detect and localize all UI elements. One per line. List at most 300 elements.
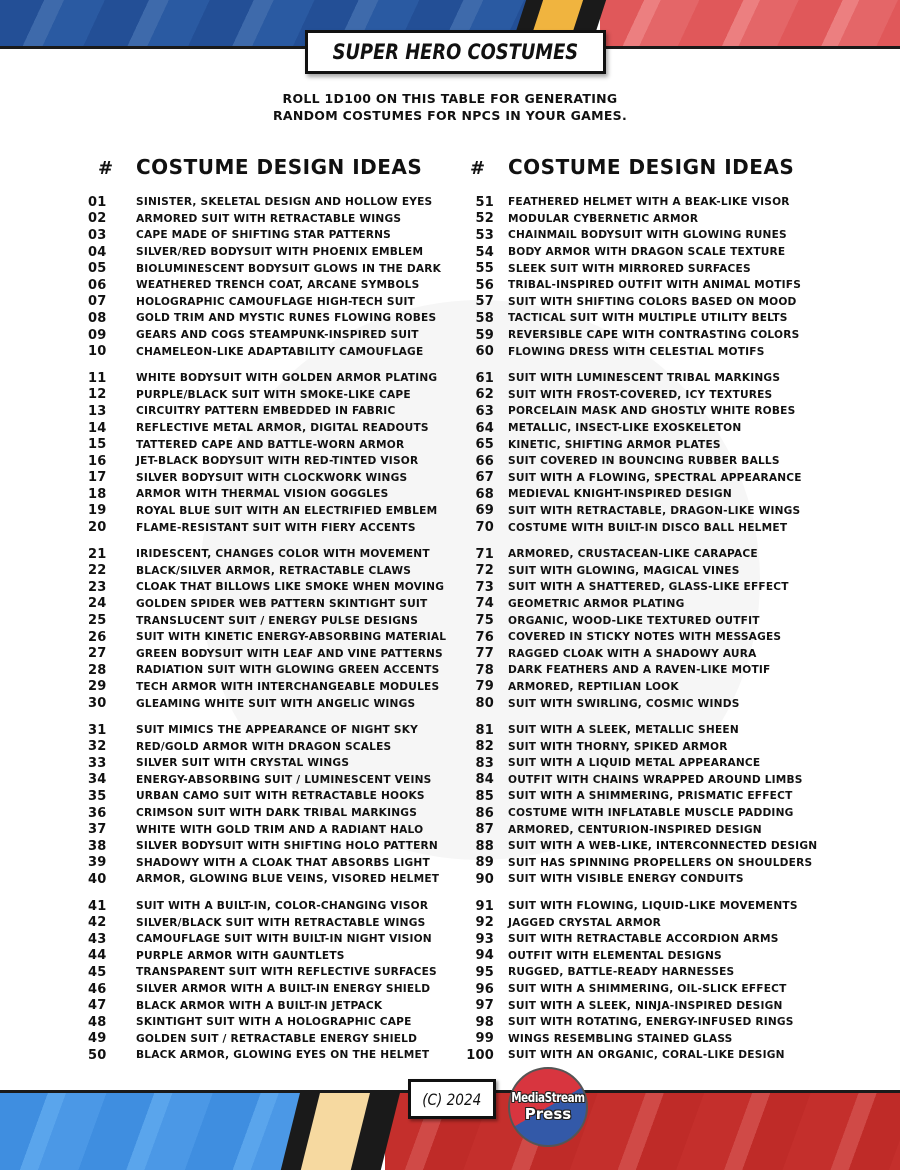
- costume-idea: SUIT WITH A SLEEK, METALLIC SHEEN: [508, 724, 739, 737]
- costume-idea: ARMORED, CENTURION-INSPIRED DESIGN: [508, 823, 762, 836]
- costume-idea: BODY ARMOR WITH DRAGON SCALE TEXTURE: [508, 246, 786, 259]
- table-row: [88, 679, 458, 696]
- roll-number: 48: [88, 1014, 107, 1030]
- costume-idea: SINISTER, SKELETAL DESIGN AND HOLLOW EYES: [136, 196, 433, 209]
- roll-number: 03: [88, 227, 107, 243]
- costume-idea: MEDIEVAL KNIGHT-INSPIRED DESIGN: [508, 488, 732, 501]
- costume-idea: REFLECTIVE METAL ARMOR, DIGITAL READOUTS: [136, 422, 429, 435]
- costume-idea: WHITE BODYSUIT WITH GOLDEN ARMOR PLATING: [136, 372, 438, 385]
- roll-number: 34: [88, 772, 107, 788]
- costume-idea: SUIT MIMICS THE APPEARANCE OF NIGHT SKY: [136, 724, 418, 737]
- roll-number: 90: [475, 871, 494, 887]
- table-row: [88, 310, 458, 327]
- table-row: [88, 343, 458, 360]
- costume-idea: SUIT WITH VISIBLE ENERGY CONDUITS: [508, 873, 744, 886]
- table-row: [88, 1047, 458, 1064]
- costume-idea: ORGANIC, WOOD-LIKE TEXTURED OUTFIT: [508, 614, 760, 627]
- column-header: [88, 155, 458, 185]
- table-row: [460, 855, 830, 872]
- roll-number: 86: [475, 805, 494, 821]
- costume-idea: RUGGED, BATTLE-READY HARNESSES: [508, 966, 735, 979]
- roll-number: 77: [475, 646, 494, 662]
- costume-idea: SUIT WITH A LIQUID METAL APPEARANCE: [508, 757, 761, 770]
- roll-number: 66: [475, 453, 494, 469]
- roll-number: 72: [475, 563, 494, 579]
- costume-idea: HOLOGRAPHIC CAMOUFLAGE HIGH-TECH SUIT: [136, 295, 416, 308]
- table-row: [460, 914, 830, 931]
- roll-number: 47: [88, 998, 107, 1014]
- roll-number: 71: [475, 546, 494, 562]
- roll-number: 33: [88, 755, 107, 771]
- roll-number: 05: [88, 261, 107, 277]
- roll-number: 44: [88, 948, 107, 964]
- table-row: [88, 662, 458, 679]
- roll-number: 98: [475, 1014, 494, 1030]
- title-box: [305, 30, 606, 74]
- costume-idea: SUIT WITH A SHATTERED, GLASS-LIKE EFFECT: [508, 581, 789, 594]
- roll-number: 13: [88, 403, 107, 419]
- roll-number: 80: [475, 696, 494, 712]
- costume-idea: JET-BLACK BODYSUIT WITH RED-TINTED VISOR: [136, 455, 419, 468]
- roll-number: 65: [475, 437, 494, 453]
- costume-idea: RADIATION SUIT WITH GLOWING GREEN ACCENTS: [136, 664, 440, 677]
- banner-red-stripes: [600, 0, 900, 46]
- intro-line-1: ROLL 1D100 ON THIS TABLE FOR GENERATING: [282, 91, 618, 106]
- row-group: [88, 722, 458, 888]
- roll-number: 89: [475, 855, 494, 871]
- roll-number: 28: [88, 662, 107, 678]
- table-row: [460, 1031, 830, 1048]
- row-group: [88, 898, 458, 1064]
- table-row: [88, 596, 458, 613]
- table-row: [88, 695, 458, 712]
- table-row: [460, 629, 830, 646]
- roll-number: 30: [88, 696, 107, 712]
- costume-idea: ARMOR, GLOWING BLUE VEINS, VISORED HELMET: [136, 873, 440, 886]
- roll-number: 07: [88, 294, 107, 310]
- right-groups: [460, 194, 830, 1064]
- table-row: [460, 294, 830, 311]
- roll-number: 36: [88, 805, 107, 821]
- costume-idea: SUIT WITH A WEB-LIKE, INTERCONNECTED DESIGN: [508, 840, 818, 853]
- costume-idea: COVERED IN STICKY NOTES WITH MESSAGES: [508, 631, 782, 644]
- costume-idea: SUIT WITH A FLOWING, SPECTRAL APPEARANCE: [508, 471, 802, 484]
- table-row: [88, 914, 458, 931]
- roll-number: 78: [475, 662, 494, 678]
- table-row: [460, 370, 830, 387]
- table-row: [88, 562, 458, 579]
- roll-number: 46: [88, 981, 107, 997]
- ideas-header: COSTUME DESIGN IDEAS: [508, 155, 795, 179]
- costume-idea: SILVER ARMOR WITH A BUILT-IN ENERGY SHIELD: [136, 983, 431, 996]
- roll-number: 08: [88, 310, 107, 326]
- table-row: [460, 244, 830, 261]
- intro-text: [0, 90, 900, 124]
- table-row: [460, 1047, 830, 1064]
- table-row: [460, 519, 830, 536]
- costume-idea: FLOWING DRESS WITH CELESTIAL MOTIFS: [508, 345, 765, 358]
- roll-number: 25: [88, 613, 107, 629]
- costume-idea: SILVER/RED BODYSUIT WITH PHOENIX EMBLEM: [136, 246, 424, 259]
- roll-number: 52: [475, 211, 494, 227]
- costume-idea: PURPLE ARMOR WITH GAUNTLETS: [136, 949, 345, 962]
- costume-idea: TRANSLUCENT SUIT / ENERGY PULSE DESIGNS: [136, 614, 419, 627]
- table-row: [88, 755, 458, 772]
- table-row: [88, 211, 458, 228]
- roll-number: 67: [475, 470, 494, 486]
- roll-number: 74: [475, 596, 494, 612]
- costume-idea: SUIT WITH SWIRLING, COSMIC WINDS: [508, 697, 740, 710]
- roll-number: 79: [475, 679, 494, 695]
- table-row: [460, 931, 830, 948]
- costume-idea: CRIMSON SUIT WITH DARK TRIBAL MARKINGS: [136, 807, 418, 820]
- table-row: [88, 948, 458, 965]
- table-row: [88, 519, 458, 536]
- table-row: [88, 772, 458, 789]
- row-group: [460, 370, 830, 536]
- costume-idea: SUIT WITH A SLEEK, NINJA-INSPIRED DESIGN: [508, 999, 783, 1012]
- table-right-column: [460, 155, 830, 1064]
- table-row: [460, 211, 830, 228]
- costume-idea: WHITE WITH GOLD TRIM AND A RADIANT HALO: [136, 823, 424, 836]
- table-row: [460, 579, 830, 596]
- costume-idea: SUIT WITH FLOWING, LIQUID-LIKE MOVEMENTS: [508, 900, 798, 913]
- table-row: [88, 1014, 458, 1031]
- costume-idea: SUIT WITH THORNY, SPIKED ARMOR: [508, 740, 728, 753]
- roll-number: 70: [475, 520, 494, 536]
- roll-number: 55: [475, 261, 494, 277]
- costume-idea: MODULAR CYBERNETIC ARMOR: [508, 212, 699, 225]
- row-group: [460, 722, 830, 888]
- costume-idea: TRIBAL-INSPIRED OUTFIT WITH ANIMAL MOTIFS: [508, 279, 802, 292]
- costume-idea: CHAMELEON-LIKE ADAPTABILITY CAMOUFLAGE: [136, 345, 424, 358]
- roll-number: 38: [88, 838, 107, 854]
- roll-number: 87: [475, 822, 494, 838]
- costume-idea: TACTICAL SUIT WITH MULTIPLE UTILITY BELTS: [508, 312, 788, 325]
- roll-number: 75: [475, 613, 494, 629]
- costume-idea: CLOAK THAT BILLOWS LIKE SMOKE WHEN MOVING: [136, 581, 445, 594]
- table-row: [88, 436, 458, 453]
- costume-idea: PURPLE/BLACK SUIT WITH SMOKE-LIKE CAPE: [136, 388, 411, 401]
- row-group: [460, 546, 830, 712]
- row-group: [88, 546, 458, 712]
- costume-idea: BLACK ARMOR, GLOWING EYES ON THE HELMET: [136, 1049, 430, 1062]
- table-row: [88, 838, 458, 855]
- intro-line-2: RANDOM COSTUMES FOR NPCS IN YOUR GAMES.: [272, 108, 628, 123]
- roll-number: 27: [88, 646, 107, 662]
- table-row: [460, 194, 830, 211]
- roll-number: 57: [475, 294, 494, 310]
- roll-number: 61: [475, 370, 494, 386]
- roll-number: 85: [475, 788, 494, 804]
- costume-idea: SUIT COVERED IN BOUNCING RUBBER BALLS: [508, 455, 780, 468]
- roll-number: 43: [88, 931, 107, 947]
- costume-idea: ARMORED, CRUSTACEAN-LIKE CARAPACE: [508, 548, 758, 561]
- roll-number: 60: [475, 344, 494, 360]
- roll-number: 92: [475, 915, 494, 931]
- costume-idea: REVERSIBLE CAPE WITH CONTRASTING COLORS: [508, 329, 800, 342]
- costume-idea: BLACK/SILVER ARMOR, RETRACTABLE CLAWS: [136, 564, 412, 577]
- table-row: [460, 227, 830, 244]
- table-row: [460, 645, 830, 662]
- table-row: [88, 1031, 458, 1048]
- costume-idea: GEARS AND COGS STEAMPUNK-INSPIRED SUIT: [136, 329, 419, 342]
- table-row: [88, 546, 458, 563]
- costume-idea: SILVER SUIT WITH CRYSTAL WINGS: [136, 757, 350, 770]
- table-row: [460, 546, 830, 563]
- costume-idea: DARK FEATHERS AND A RAVEN-LIKE MOTIF: [508, 664, 771, 677]
- table-row: [460, 420, 830, 437]
- roll-number: 40: [88, 871, 107, 887]
- costume-idea: BLACK ARMOR WITH A BUILT-IN JETPACK: [136, 999, 383, 1012]
- table-row: [88, 260, 458, 277]
- costume-idea: OUTFIT WITH ELEMENTAL DESIGNS: [508, 949, 722, 962]
- table-row: [88, 503, 458, 520]
- row-group: [88, 370, 458, 536]
- roll-number: 58: [475, 310, 494, 326]
- table-row: [88, 997, 458, 1014]
- table-row: [460, 562, 830, 579]
- roll-number: 69: [475, 503, 494, 519]
- table-row: [88, 981, 458, 998]
- table-row: [460, 997, 830, 1014]
- table-row: [460, 738, 830, 755]
- costume-idea: GOLDEN SUIT / RETRACTABLE ENERGY SHIELD: [136, 1032, 418, 1045]
- logo-line-1: MediaStream: [511, 1091, 585, 1106]
- costume-idea: JAGGED CRYSTAL ARMOR: [508, 916, 662, 929]
- table-row: [88, 931, 458, 948]
- table-row: [88, 370, 458, 387]
- costume-idea: KINETIC, SHIFTING ARMOR PLATES: [508, 438, 721, 451]
- table-row: [460, 722, 830, 739]
- roll-number: 88: [475, 838, 494, 854]
- ideas-header: COSTUME DESIGN IDEAS: [136, 155, 423, 179]
- roll-number: 97: [475, 998, 494, 1014]
- roll-number: 56: [475, 277, 494, 293]
- table-row: [460, 612, 830, 629]
- costume-idea: WEATHERED TRENCH COAT, ARCANE SYMBOLS: [136, 279, 420, 292]
- costume-idea: GOLD TRIM AND MYSTIC RUNES FLOWING ROBES: [136, 312, 437, 325]
- roll-number: 81: [475, 722, 494, 738]
- table-row: [88, 327, 458, 344]
- table-row: [460, 277, 830, 294]
- table-row: [88, 612, 458, 629]
- roll-number: 51: [475, 194, 494, 210]
- costume-idea: SUIT WITH RETRACTABLE, DRAGON-LIKE WINGS: [508, 504, 801, 517]
- costume-idea: ARMORED SUIT WITH RETRACTABLE WINGS: [136, 212, 402, 225]
- costume-idea: RAGGED CLOAK WITH A SHADOWY AURA: [508, 647, 757, 660]
- costume-idea: SUIT WITH AN ORGANIC, CORAL-LIKE DESIGN: [508, 1049, 785, 1062]
- table-row: [460, 343, 830, 360]
- left-groups: [88, 194, 458, 1064]
- costume-idea: SILVER/BLACK SUIT WITH RETRACTABLE WINGS: [136, 916, 426, 929]
- costume-idea: SILVER BODYSUIT WITH CLOCKWORK WINGS: [136, 471, 408, 484]
- table-row: [460, 981, 830, 998]
- costume-idea: SUIT WITH A SHIMMERING, OIL-SLICK EFFECT: [508, 983, 787, 996]
- roll-number: 100: [466, 1047, 494, 1063]
- costume-idea: METALLIC, INSECT-LIKE EXOSKELETON: [508, 422, 742, 435]
- table-row: [88, 964, 458, 981]
- roll-number: 18: [88, 486, 107, 502]
- table-row: [460, 662, 830, 679]
- table-row: [88, 821, 458, 838]
- costume-idea: TRANSPARENT SUIT WITH REFLECTIVE SURFACES: [136, 966, 437, 979]
- costume-idea: SKINTIGHT SUIT WITH A HOLOGRAPHIC CAPE: [136, 1016, 412, 1029]
- table-left-column: [88, 155, 458, 1064]
- table-row: [88, 855, 458, 872]
- table-row: [460, 470, 830, 487]
- roll-number: 23: [88, 579, 107, 595]
- table-row: [460, 871, 830, 888]
- table-row: [460, 436, 830, 453]
- roll-number: 32: [88, 739, 107, 755]
- costume-idea: SUIT WITH A BUILT-IN, COLOR-CHANGING VISOR: [136, 900, 429, 913]
- roll-number: 59: [475, 327, 494, 343]
- roll-number: 24: [88, 596, 107, 612]
- table-row: [88, 788, 458, 805]
- costume-idea: ROYAL BLUE SUIT WITH AN ELECTRIFIED EMBLEM: [136, 504, 438, 517]
- column-header: [460, 155, 830, 185]
- costume-idea: ENERGY-ABSORBING SUIT / LUMINESCENT VEINS: [136, 773, 432, 786]
- roll-number: 41: [88, 898, 107, 914]
- costume-idea: COSTUME WITH BUILT-IN DISCO BALL HELMET: [508, 521, 788, 534]
- costume-idea: GEOMETRIC ARMOR PLATING: [508, 597, 685, 610]
- roll-number: 12: [88, 387, 107, 403]
- costume-idea: SLEEK SUIT WITH MIRRORED SURFACES: [508, 262, 751, 275]
- roll-number: 31: [88, 722, 107, 738]
- table-row: [460, 788, 830, 805]
- table-row: [460, 679, 830, 696]
- table-row: [460, 260, 830, 277]
- table-row: [88, 871, 458, 888]
- roll-number: 73: [475, 579, 494, 595]
- roll-number: 02: [88, 211, 107, 227]
- number-header: #: [470, 158, 486, 179]
- number-header: #: [98, 158, 114, 179]
- table-row: [88, 194, 458, 211]
- costume-idea: TECH ARMOR WITH INTERCHANGEABLE MODULES: [136, 680, 440, 693]
- costume-idea: SUIT WITH LUMINESCENT TRIBAL MARKINGS: [508, 372, 781, 385]
- table-row: [460, 403, 830, 420]
- table-row: [460, 596, 830, 613]
- costume-idea: OUTFIT WITH CHAINS WRAPPED AROUND LIMBS: [508, 773, 803, 786]
- table-row: [88, 420, 458, 437]
- table-row: [460, 821, 830, 838]
- roll-number: 26: [88, 629, 107, 645]
- roll-number: 21: [88, 546, 107, 562]
- costume-idea: GREEN BODYSUIT WITH LEAF AND VINE PATTERNS: [136, 647, 443, 660]
- table-row: [88, 898, 458, 915]
- costume-idea: SHADOWY WITH A CLOAK THAT ABSORBS LIGHT: [136, 856, 430, 869]
- roll-number: 50: [88, 1047, 107, 1063]
- costume-idea: SUIT WITH FROST-COVERED, ICY TEXTURES: [508, 388, 773, 401]
- costume-idea: CHAINMAIL BODYSUIT WITH GLOWING RUNES: [508, 229, 787, 242]
- costume-idea: SILVER BODYSUIT WITH SHIFTING HOLO PATTERN: [136, 840, 438, 853]
- costume-idea: WINGS RESEMBLING STAINED GLASS: [508, 1032, 733, 1045]
- logo-line-2: Press: [524, 1105, 572, 1123]
- roll-number: 17: [88, 470, 107, 486]
- table-row: [460, 964, 830, 981]
- table-row: [88, 277, 458, 294]
- roll-number: 35: [88, 788, 107, 804]
- costume-idea: ARMOR WITH THERMAL VISION GOGGLES: [136, 488, 389, 501]
- roll-number: 63: [475, 403, 494, 419]
- table-row: [88, 805, 458, 822]
- table-row: [88, 722, 458, 739]
- costume-idea: PORCELAIN MASK AND GHOSTLY WHITE ROBES: [508, 405, 796, 418]
- roll-number: 99: [475, 1031, 494, 1047]
- costume-idea: IRIDESCENT, CHANGES COLOR WITH MOVEMENT: [136, 548, 430, 561]
- costume-idea: URBAN CAMO SUIT WITH RETRACTABLE HOOKS: [136, 790, 425, 803]
- costume-idea: SUIT WITH GLOWING, MAGICAL VINES: [508, 564, 740, 577]
- table-row: [460, 503, 830, 520]
- costume-idea: FEATHERED HELMET WITH A BEAK-LIKE VISOR: [508, 196, 790, 209]
- roll-number: 45: [88, 964, 107, 980]
- roll-number: 22: [88, 563, 107, 579]
- table-row: [460, 948, 830, 965]
- costume-idea: SUIT WITH ROTATING, ENERGY-INFUSED RINGS: [508, 1016, 794, 1029]
- table-row: [460, 387, 830, 404]
- table-row: [460, 838, 830, 855]
- table-row: [88, 645, 458, 662]
- roll-number: 01: [88, 194, 107, 210]
- roll-number: 06: [88, 277, 107, 293]
- table-row: [460, 486, 830, 503]
- row-group: [88, 194, 458, 360]
- table-row: [88, 629, 458, 646]
- publisher-logo: [508, 1067, 588, 1147]
- roll-number: 95: [475, 964, 494, 980]
- roll-number: 09: [88, 327, 107, 343]
- table-row: [460, 695, 830, 712]
- copyright-text: (C) 2024: [422, 1089, 482, 1109]
- costume-idea: ARMORED, REPTILIAN LOOK: [508, 680, 679, 693]
- table-row: [88, 387, 458, 404]
- roll-number: 94: [475, 948, 494, 964]
- roll-number: 14: [88, 420, 107, 436]
- roll-number: 16: [88, 453, 107, 469]
- costume-idea: TATTERED CAPE AND BATTLE-WORN ARMOR: [136, 438, 405, 451]
- roll-number: 53: [475, 227, 494, 243]
- table-row: [88, 227, 458, 244]
- roll-number: 04: [88, 244, 107, 260]
- table-row: [88, 294, 458, 311]
- table-row: [460, 772, 830, 789]
- roll-number: 84: [475, 772, 494, 788]
- row-group: [460, 898, 830, 1064]
- roll-number: 62: [475, 387, 494, 403]
- roll-number: 49: [88, 1031, 107, 1047]
- table-row: [460, 327, 830, 344]
- table-row: [88, 486, 458, 503]
- roll-number: 20: [88, 520, 107, 536]
- row-group: [460, 194, 830, 360]
- costume-idea: CIRCUITRY PATTERN EMBEDDED IN FABRIC: [136, 405, 396, 418]
- costume-idea: COSTUME WITH INFLATABLE MUSCLE PADDING: [508, 807, 794, 820]
- table-row: [460, 453, 830, 470]
- costume-idea: SUIT WITH A SHIMMERING, PRISMATIC EFFECT: [508, 790, 793, 803]
- roll-number: 68: [475, 486, 494, 502]
- roll-number: 10: [88, 344, 107, 360]
- costume-idea: RED/GOLD ARMOR WITH DRAGON SCALES: [136, 740, 392, 753]
- roll-number: 19: [88, 503, 107, 519]
- costume-idea: CAPE MADE OF SHIFTING STAR PATTERNS: [136, 229, 391, 242]
- roll-number: 76: [475, 629, 494, 645]
- roll-number: 54: [475, 244, 494, 260]
- roll-number: 37: [88, 822, 107, 838]
- banner-blue-stripes: [0, 1093, 330, 1170]
- table-row: [460, 310, 830, 327]
